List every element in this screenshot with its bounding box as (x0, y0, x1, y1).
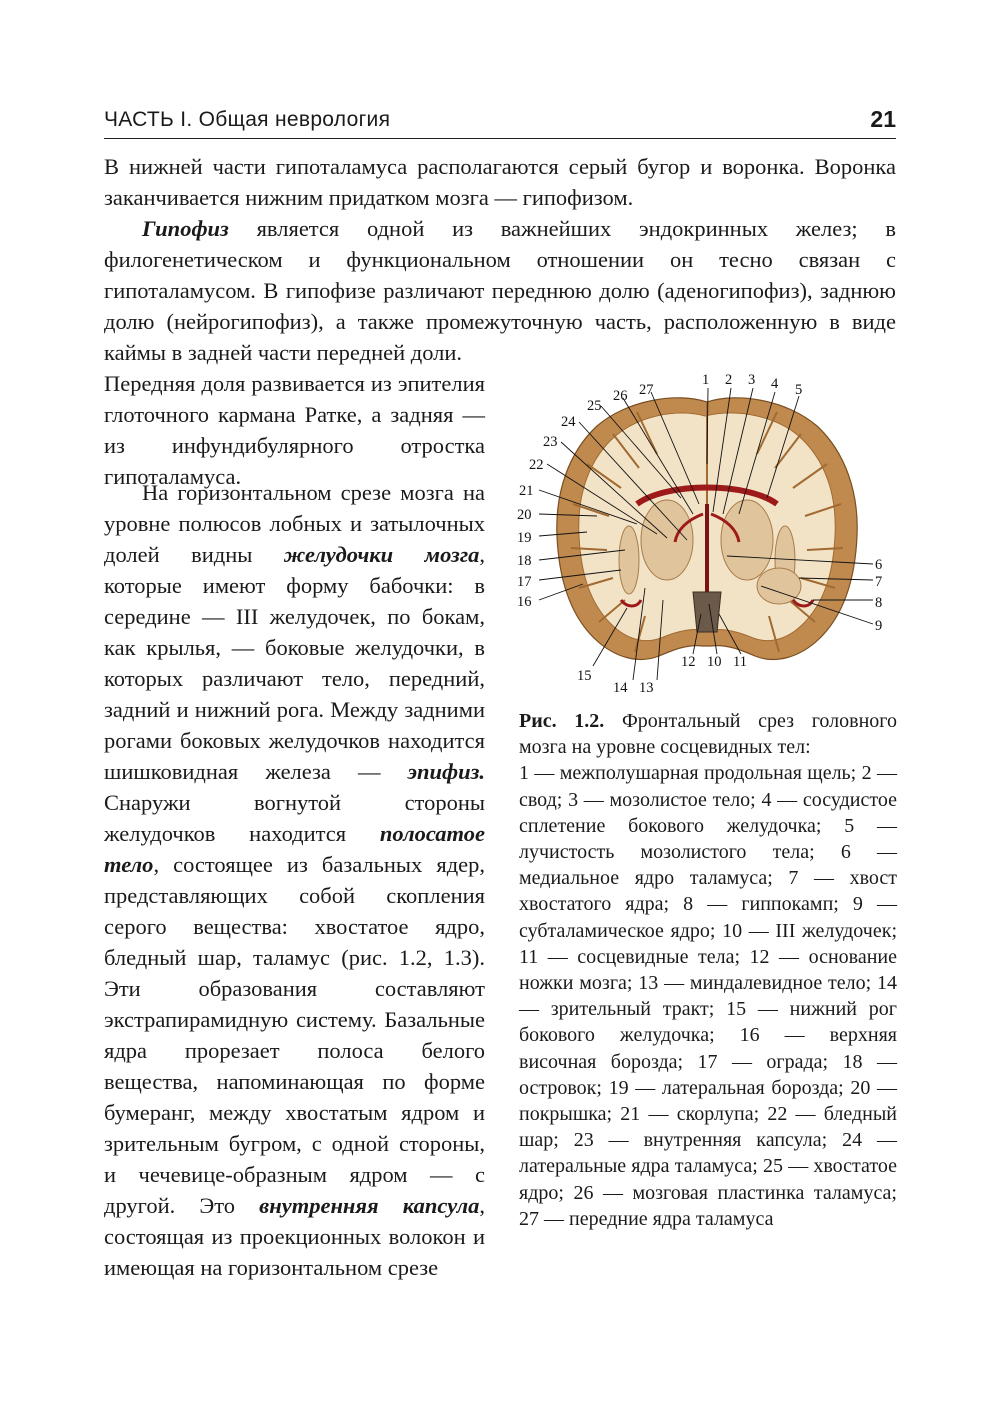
fig-label-19: 19 (517, 530, 532, 546)
caption-legend: 1 — межполушарная продольная щель; 2 — свод; 3 — мозолистое тело; 4 — сосудистое сплетение бокового желудочка; 5 — лучистость мозолистого тела; 6 — медиальное ядро таламуса; 7 — хвост хвостатого ядра; 8 — гиппокамп; 9 — субталамическое ядро; 10 — III желудочек; 11 — сосцевидные тела; 12 — основание ножки мозга; 13 — миндалевидное тело; 14 — зрительный тракт; 15 — нижний рог бокового желудочка; 16 — верхняя височная борозда; 17 — ограда; 18 — островок; 19 — латеральная борозда; 20 — покрышка; 21 — скорлупа; 22 — бледный шар; 23 — внутренняя капсула; 24 — латеральные ядра таламуса; 25 — хвостатое ядро; 26 — мозговая пластинка таламуса; 27 — передние ядра таламуса (519, 762, 897, 1230)
paragraph-ventricles (104, 477, 485, 1283)
term-internal-capsule: внутренняя капсула (259, 1193, 480, 1218)
page-number: 21 (870, 106, 896, 132)
fig-label-22: 22 (529, 457, 544, 473)
ventricles-text-b: , которые имеют форму бабочки: в середине — III желудочек, по бокам, как крылья, — боковые желудочки, в которых различают тело, передний, задний и нижний рога. Между задними рогами боковых желудочков находится шишковидная железа — (104, 542, 485, 784)
fig-label-18: 18 (517, 553, 532, 569)
term-striatum: полосатое тело (104, 821, 485, 877)
fig-label-20: 20 (517, 507, 532, 523)
fig-label-11: 11 (733, 654, 747, 670)
fig-label-21: 21 (519, 483, 534, 499)
fig-label-3: 3 (748, 372, 756, 388)
fig-label-14: 14 (613, 680, 628, 696)
fig-label-17: 17 (517, 574, 532, 590)
brain-illustration (517, 364, 897, 704)
fig-label-16: 16 (517, 594, 532, 610)
brainstem (693, 592, 721, 632)
term-epiphysis: эпифиз. (407, 759, 485, 784)
fig-label-10: 10 (707, 654, 722, 670)
ventricles-text-a: На горизонтальном срезе мозга на уровне полюсов лобных и затылочных долей видны (104, 480, 485, 567)
fig-label-25: 25 (587, 398, 602, 414)
running-head: ЧАСТЬ I. Общая неврология (104, 108, 391, 131)
fig-label-4: 4 (771, 376, 779, 392)
fig-label-1: 1 (702, 372, 710, 388)
page-header (104, 104, 896, 139)
paragraph-hypophysis (104, 213, 896, 368)
caption-label: Рис. 1.2. (519, 710, 605, 732)
fig-label-26: 26 (613, 388, 628, 404)
fig-label-15: 15 (577, 668, 592, 684)
fig-label-12: 12 (681, 654, 696, 670)
fig-label-24: 24 (561, 414, 576, 430)
paragraph-hypophysis-text: является одной из важнейших эндокринных желез; в филогенетическом и функциональном отношении он тесно связан с гипоталамусом. В гипофизе различают переднюю долю (аденогипофиз), заднюю долю (нейрогипофиз), а также промежуточную часть, расположенную в виде каймы в задней части передней доли. (104, 216, 896, 365)
brain-section-figure (517, 364, 897, 704)
figure-caption (519, 708, 897, 1232)
fig-label-2: 2 (725, 372, 733, 388)
fig-label-13: 13 (639, 680, 654, 696)
fig-label-5: 5 (795, 382, 803, 398)
fig-label-23: 23 (543, 434, 558, 450)
fig-label-8: 8 (875, 595, 883, 611)
caption-title: Фронтальный срез головного мозга на уровне сосцевидных тел: (519, 710, 897, 759)
ventricles-text-e: , состоящая из проекционных волокон и имеющая на горизонтальном срезе (104, 1193, 485, 1280)
paragraph-anterior-lobe: Передняя доля развивается из эпителия глоточного кармана Ратке, а задняя — из инфундибулярного отростка гипоталамуса. (104, 371, 485, 489)
term-ventricles: желудочки мозга (283, 542, 480, 567)
fig-label-9: 9 (875, 618, 883, 634)
term-hypophysis: Гипофиз (142, 216, 229, 241)
paragraph-hypothalamus: В нижней части гипоталамуса располагаются серый бугор и воронка. Воронка заканчивается нижним придатком мозга — гипофизом. (104, 154, 896, 210)
fig-label-27: 27 (639, 382, 654, 398)
ventricles-text-c: Снаружи вогнутой стороны желудочков находится (104, 790, 485, 846)
fig-label-6: 6 (875, 557, 883, 573)
ventricles-text-d: , состоящее из базальных ядер, представляющих собой скопления серого вещества: хвостатое ядро, бледный шар, таламус (рис. 1.2, 1.3). Эти образования составляют экстрапирамидную систему. Базальные ядра прорезает полоса белого вещества, напоминающая по форме бумеранг, между хвостатым ядром и зрительным бугром, с одной стороны, и чечевице-образным ядром — с другой. Это (104, 852, 485, 1218)
fig-label-7: 7 (875, 574, 883, 590)
